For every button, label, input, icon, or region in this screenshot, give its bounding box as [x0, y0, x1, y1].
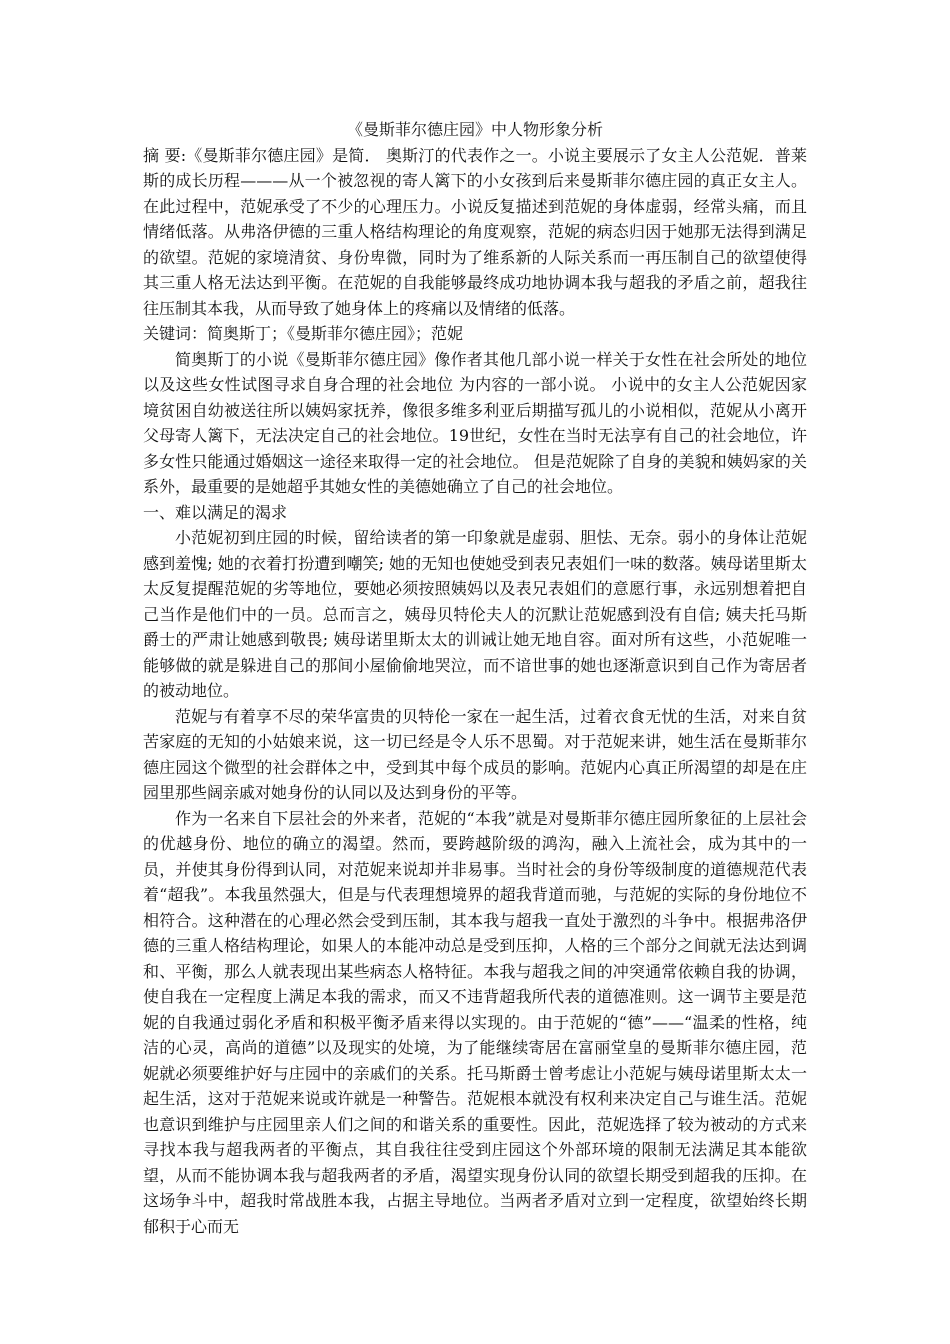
section-heading: 一、难以满足的渴求	[143, 502, 288, 522]
intro-paragraph: 简奥斯丁的小说《曼斯菲尔德庄园》像作者其他几部小说一样关于女性在社会所处的地位以及这些女性试图寻求自身合理的社会地位 为内容的一部小说。 小说中的女主人公范妮因家境贫困自幼被送往所以姨妈家抚养，像很多维多利亚后期描写孤儿的小说相似，范妮从小离开父母寄人篱下，无法决定自己的社会地位。19世纪，女性在当时无法享有自己的社会地位，许多女性只能通过婚姻这一途径来取得一定的社会地位。 但是范妮除了自身的美貌和姨妈家的关系外，最重要的是她超乎其她女性的美德她确立了自己的社会地位。	[143, 349, 807, 496]
body-paragraph-1: 小范妮初到庄园的时候，留给读者的第一印象就是虚弱、胆怯、无奈。弱小的身体让范妮感到羞愧; 她的衣着打扮遭到嘲笑; 她的无知也使她受到表兄表姐们一味的数落。姨母诺里斯太太反复提醒范妮的劣等地位，要她必须按照姨妈以及表兄表姐们的意愿行事，永远别想着把自己当作是他们中的一员。总而言之，姨母贝特伦夫人的沉默让范妮感到没有自信; 姨夫托马斯爵士的严肃让她感到敬畏; 姨母诺里斯太太的训诫让她无地自容。面对所有这些，小范妮唯一能够做的就是躲进自己的那间小屋偷偷地哭泣，而不谙世事的她也逐渐意识到自己作为寄居者的被动地位。	[143, 528, 807, 700]
body-paragraph-2: 范妮与有着享不尽的荣华富贵的贝特伦一家在一起生活，过着衣食无忧的生活，对来自贫苦家庭的无知的小姑娘来说，这一切已经是令人乐不思蜀。对于范妮来讲，她生活在曼斯菲尔德庄园这个微型的社会群体之中，受到其中每个成员的影响。范妮内心真正所渴望的却是在庄园里那些阔亲戚对她身份的认同以及达到身份的平等。	[143, 706, 807, 802]
abstract-paragraph: 摘 要:《曼斯菲尔德庄园》是简． 奥斯汀的代表作之一。小说主要展示了女主人公范妮．普莱斯的成长历程———从一个被忽视的寄人篱下的小女孩到后来曼斯菲尔德庄园的真正女主人。在此过程中，范妮承受了不少的心理压力。小说反复描述到范妮的身体虚弱，经常头痛，而且情绪低落。从弗洛伊德的三重人格结构理论的角度观察，范妮的病态归因于她那无法得到满足的欲望。范妮的家境清贫、身份卑微，同时为了维系新的人际关系而一再压制自己的欲望使得其三重人格无法达到平衡。在范妮的自我能够最终成功地协调本我与超我的矛盾之前，超我往往压制其本我，从而导致了她身体上的疼痛以及情绪的低落。	[143, 145, 807, 318]
document-page	[143, 117, 807, 1239]
keywords-line: 关键词：简奥斯丁；《曼斯菲尔德庄园》；范妮	[143, 324, 464, 343]
body-paragraph-3: 作为一名来自下层社会的外来者，范妮的“本我”就是对曼斯菲尔德庄园所象征的上层社会的优越身份、地位的确立的渴望。然而，要跨越阶级的鸿沟，融入上流社会，成为其中的一员，并使其身份得到认同，对范妮来说却并非易事。当时社会的身份等级制度的道德规范代表着“超我”。本我虽然强大，但是与代表理想境界的超我背道而驰，与范妮的实际的身份地位不相符合。这种潜在的心理必然会受到压制，其本我与超我一直处于激烈的斗争中。根据弗洛伊德的三重人格结构理论，如果人的本能冲动总是受到压抑，人格的三个部分之间就无法达到调和、平衡，那么人就表现出某些病态人格特征。本我与超我之间的冲突通常依赖自我的协调，使自我在一定程度上满足本我的需求，而又不违背超我所代表的道德准则。这一调节主要是范妮的自我通过弱化矛盾和积极平衡矛盾来得以实现的。由于范妮的“德”——“温柔的性格，纯洁的心灵，高尚的道德”以及现实的处境，为了能继续寄居在富丽堂皇的曼斯菲尔德庄园，范妮就必须要维护好与庄园中的亲戚们的关系。托马斯爵士曾考虑让小范妮与姨母诺里斯太太一起生活，这对于范妮来说或许就是一种警告。范妮根本就没有权利来决定自己与谁生活。范妮也意识到维护与庄园里亲人们之间的和谐关系的重要性。因此，范妮选择了较为被动的方式来寻找本我与超我两者的平衡点，其自我往往受到庄园这个外部环境的限制无法满足其本能欲望，从而不能协调本我与超我两者的矛盾，渴望实现身份认同的欲望长期受到超我的压抑。在这场争斗中，超我时常战胜本我，占据主导地位。当两者矛盾对立到一定程度，欲望始终长期郁积于心而无	[143, 808, 807, 1236]
document-title: 《曼斯菲尔德庄园》中人物形象分析	[346, 120, 603, 139]
